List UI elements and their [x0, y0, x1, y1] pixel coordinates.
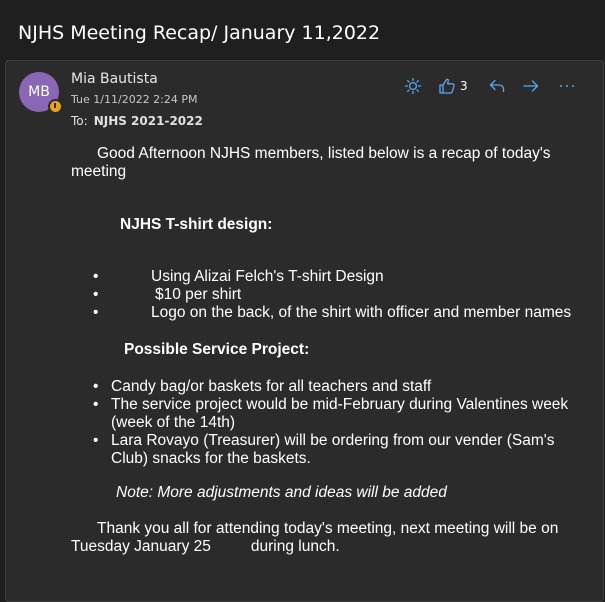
sun-icon: [404, 77, 422, 95]
recipient-line: [71, 114, 203, 128]
service-project-list: [71, 378, 591, 468]
list-item: • Logo on the back, of the shirt with officer and member names: [71, 304, 591, 322]
email-subject: NJHS Meeting Recap/ January 11,2022: [18, 22, 381, 44]
like-button[interactable]: [438, 75, 468, 97]
message-body: [71, 145, 591, 556]
thumbs-up-icon: [438, 77, 456, 95]
list-item: • Lara Rovayo (Treasurer) will be ordering from our vender (Sam's Club) snacks for the baskets.: [71, 432, 591, 468]
list-item: • Candy bag/or baskets for all teachers and staff: [71, 378, 591, 396]
reply-icon: [488, 77, 506, 95]
message-actions: [402, 75, 576, 97]
sender-name[interactable]: Mia Bautista: [71, 71, 158, 87]
tshirt-heading: NJHS T-shirt design:: [120, 216, 273, 233]
note-line: Note: More adjustments and ideas will be added: [116, 484, 447, 501]
avatar-initials: MB: [28, 84, 50, 100]
closing-paragraph: Thank you all for attending today's meeting, next meeting will be on Tuesday January 25 during lunch.: [71, 520, 559, 555]
tshirt-list: [71, 268, 591, 322]
immersive-reader-button[interactable]: [402, 75, 424, 97]
forward-arrow-icon: [522, 77, 540, 95]
list-item: • The service project would be mid-February during Valentines week (week of the 14th): [71, 396, 591, 432]
sent-date: Tue 1/11/2022 2:24 PM: [71, 93, 198, 106]
reply-button[interactable]: [488, 75, 506, 97]
list-item: • Using Alizai Felch's T-shirt Design: [71, 268, 591, 286]
more-ellipsis-icon: [558, 77, 576, 95]
to-label: To:: [71, 114, 88, 128]
intro-paragraph: Good Afternoon NJHS members, listed below is a recap of today's meeting: [71, 145, 551, 180]
subject-bar: [0, 0, 605, 60]
presence-away-icon: [48, 99, 63, 114]
list-item: • $10 per shirt: [71, 286, 591, 304]
more-actions-button[interactable]: [558, 75, 576, 97]
message-card: [5, 60, 604, 602]
recipient-value[interactable]: NJHS 2021-2022: [93, 114, 203, 128]
service-project-heading: Possible Service Project:: [124, 341, 310, 358]
forward-button[interactable]: [522, 75, 540, 97]
like-count: 3: [460, 79, 468, 93]
